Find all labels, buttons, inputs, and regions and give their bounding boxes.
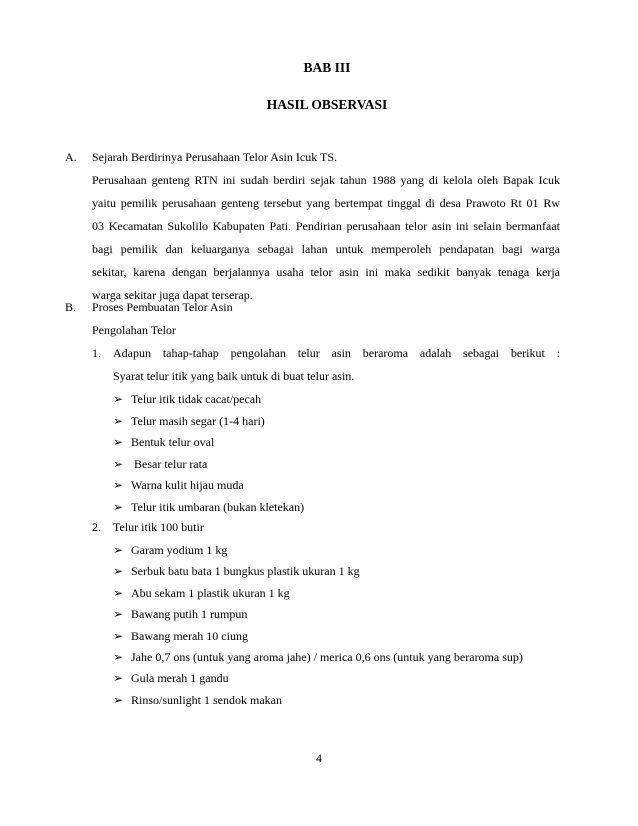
item-2-text: Telur itik 100 butir — [113, 520, 204, 534]
bullet-arrow-icon: ➢ — [113, 607, 124, 622]
item-1-text: Adapun tahap-tahap pengolahan telur asin beraroma adalah sebagai berikut : — [113, 346, 560, 360]
list-item: Gula merah 1 gandu — [131, 671, 229, 686]
bullet-arrow-icon: ➢ — [113, 628, 124, 643]
list-item: Bawang merah 10 ciung — [131, 628, 248, 643]
bullet-arrow-icon: ➢ — [113, 543, 124, 557]
section-a-marker: A. — [65, 150, 77, 164]
bullet-arrow-icon: ➢ — [113, 671, 124, 686]
page-number: 4 — [316, 751, 322, 765]
bullet-arrow-icon: ➢ — [113, 456, 124, 471]
chapter-title: HASIL OBSERVASI — [266, 97, 388, 112]
section-a-title: Sejarah Berdirinya Perusahaan Telor Asin Icuk TS. — [92, 150, 337, 164]
bullet-arrow-icon: ➢ — [113, 585, 124, 600]
section-b-marker: B. — [65, 300, 77, 314]
bullet-arrow-icon: ➢ — [113, 478, 124, 493]
section-b-title: Proses Pembuatan Telor Asin — [92, 300, 233, 314]
list-item: Telur itik tidak cacat/pecah — [131, 392, 262, 406]
section-b-subtitle: Pengolahan Telor — [92, 323, 176, 337]
bullet-arrow-icon: ➢ — [113, 392, 124, 406]
list-item: Telur masih segar (1-4 hari) — [131, 413, 265, 428]
list-item: Jahe 0,7 ons (untuk yang aroma jahe) / merica 0,6 ons (untuk yang beraroma sup) — [131, 650, 523, 664]
section-a-paragraph-line-2: yaitu pemilik perusahaan genteng tersebut yang bertempat tinggal di desa Prawoto Rt 01 Rw — [92, 196, 560, 210]
section-a-paragraph-line-6: warga sekitar juga dapat terserap. — [92, 288, 253, 302]
item-1-marker: 1. — [92, 346, 101, 360]
list-item: Abu sekam 1 plastik ukuran 1 kg — [131, 585, 290, 600]
item-2-marker: 2. — [92, 520, 101, 534]
bullet-arrow-icon: ➢ — [113, 435, 124, 450]
bullet-arrow-icon: ➢ — [113, 564, 124, 579]
item-1-subtext: Syarat telur itik yang baik untuk di buat telur asin. — [113, 369, 355, 383]
list-item: Garam yodium 1 kg — [131, 543, 228, 557]
chapter-heading: BAB III — [303, 60, 351, 75]
bullet-arrow-icon: ➢ — [113, 413, 124, 428]
list-item: Telur itik umbaran (bukan kletekan) — [131, 500, 305, 514]
section-a-paragraph-line-5: sekitar, karena dengan berjalannya usaha telor asin ini maka sedikit banyak tenaga kerja — [92, 265, 560, 279]
bullet-arrow-icon: ➢ — [113, 500, 124, 514]
list-item: Rinso/sunlight 1 sendok makan — [131, 692, 282, 707]
section-a-paragraph-line-3: 03 Kecamatan Sukolilo Kabupaten Pati. Pendirian perusahaan telor asin ini selain bermanfaat — [92, 219, 560, 233]
list-item: Serbuk batu bata 1 bungkus plastik ukuran 1 kg — [131, 564, 360, 579]
list-item: Besar telur rata — [131, 456, 208, 471]
bullet-arrow-icon: ➢ — [113, 692, 124, 707]
list-item: Warna kulit hijau muda — [131, 478, 244, 493]
section-a-paragraph-line-1: Perusahaan genteng RTN ini sudah berdiri sejak tahun 1988 yang di kelola oleh Bapak Icuk — [92, 173, 560, 187]
list-item: Bawang putih 1 rumpun — [131, 607, 248, 622]
list-item: Bentuk telur oval — [131, 435, 215, 450]
bullet-arrow-icon: ➢ — [113, 650, 124, 664]
section-a-paragraph-line-4: bagi pemilik dan keluarganya sebagai lahan untuk memperoleh pendapatan bagi warga — [92, 242, 560, 256]
